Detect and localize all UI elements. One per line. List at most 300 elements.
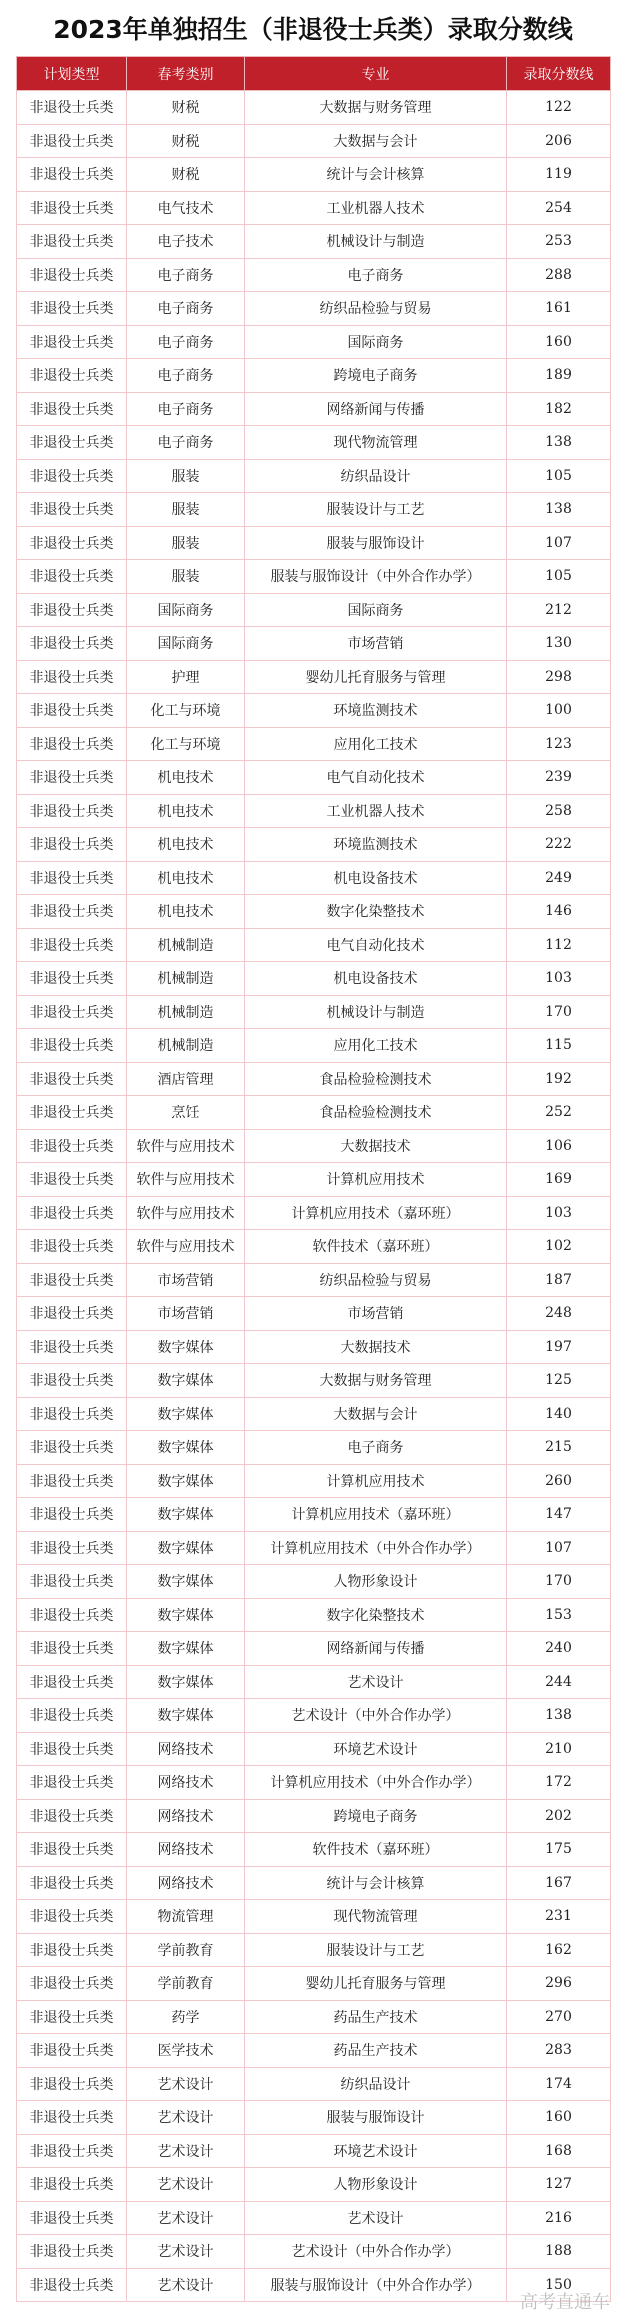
cell-plan-type: 非退役士兵类 <box>17 2235 127 2269</box>
cell-plan-type: 非退役士兵类 <box>17 1330 127 1364</box>
table-row <box>17 2000 611 2034</box>
cell-major: 工业机器人技术 <box>245 794 507 828</box>
cell-plan-type: 非退役士兵类 <box>17 325 127 359</box>
cell-major: 艺术设计（中外合作办学） <box>245 2235 507 2269</box>
cell-major: 服装与服饰设计 <box>245 526 507 560</box>
cell-exam-category: 艺术设计 <box>127 2268 245 2302</box>
cell-exam-category: 市场营销 <box>127 1297 245 1331</box>
cell-major: 计算机应用技术（嘉环班） <box>245 1498 507 1532</box>
cell-score: 182 <box>507 392 611 426</box>
table-row <box>17 1230 611 1264</box>
cell-score: 150 <box>507 2268 611 2302</box>
cell-major: 市场营销 <box>245 1297 507 1331</box>
cell-score: 125 <box>507 1364 611 1398</box>
table-body <box>17 91 611 2302</box>
cell-major: 市场营销 <box>245 627 507 661</box>
cell-score: 239 <box>507 761 611 795</box>
cell-exam-category: 艺术设计 <box>127 2067 245 2101</box>
cell-major: 应用化工技术 <box>245 727 507 761</box>
table-row <box>17 2201 611 2235</box>
header-row <box>17 57 611 91</box>
cell-major: 计算机应用技术 <box>245 1464 507 1498</box>
cell-score: 167 <box>507 1866 611 1900</box>
table-row <box>17 191 611 225</box>
cell-plan-type: 非退役士兵类 <box>17 292 127 326</box>
cell-score: 153 <box>507 1598 611 1632</box>
cell-score: 168 <box>507 2134 611 2168</box>
cell-plan-type: 非退役士兵类 <box>17 1397 127 1431</box>
cell-score: 298 <box>507 660 611 694</box>
cell-score: 197 <box>507 1330 611 1364</box>
cell-score: 296 <box>507 1967 611 2001</box>
cell-exam-category: 药学 <box>127 2000 245 2034</box>
header-plan-type: 计划类型 <box>17 57 127 91</box>
cell-plan-type: 非退役士兵类 <box>17 1163 127 1197</box>
cell-exam-category: 数字媒体 <box>127 1531 245 1565</box>
cell-exam-category: 机械制造 <box>127 928 245 962</box>
cell-plan-type: 非退役士兵类 <box>17 225 127 259</box>
cell-exam-category: 软件与应用技术 <box>127 1230 245 1264</box>
cell-plan-type: 非退役士兵类 <box>17 1967 127 2001</box>
cell-score: 252 <box>507 1096 611 1130</box>
cell-plan-type: 非退役士兵类 <box>17 1632 127 1666</box>
cell-score: 210 <box>507 1732 611 1766</box>
cell-major: 人物形象设计 <box>245 2168 507 2202</box>
cell-score: 188 <box>507 2235 611 2269</box>
cell-score: 258 <box>507 794 611 828</box>
cell-score: 206 <box>507 124 611 158</box>
table-row <box>17 660 611 694</box>
cell-score: 122 <box>507 91 611 125</box>
cell-plan-type: 非退役士兵类 <box>17 2034 127 2068</box>
cell-major: 机械设计与制造 <box>245 225 507 259</box>
cell-major: 计算机应用技术 <box>245 1163 507 1197</box>
table-row <box>17 1565 611 1599</box>
cell-plan-type: 非退役士兵类 <box>17 1900 127 1934</box>
table-row <box>17 325 611 359</box>
cell-exam-category: 数字媒体 <box>127 1565 245 1599</box>
cell-score: 119 <box>507 158 611 192</box>
table-row <box>17 1598 611 1632</box>
cell-score: 254 <box>507 191 611 225</box>
cell-major: 数字化染整技术 <box>245 895 507 929</box>
cell-score: 192 <box>507 1062 611 1096</box>
cell-plan-type: 非退役士兵类 <box>17 1565 127 1599</box>
cell-major: 食品检验检测技术 <box>245 1062 507 1096</box>
cell-score: 249 <box>507 861 611 895</box>
cell-score: 253 <box>507 225 611 259</box>
cell-plan-type: 非退役士兵类 <box>17 1933 127 1967</box>
cell-exam-category: 机电技术 <box>127 828 245 862</box>
cell-major: 服装设计与工艺 <box>245 1933 507 1967</box>
cell-exam-category: 财税 <box>127 158 245 192</box>
cell-score: 107 <box>507 526 611 560</box>
cell-major: 机电设备技术 <box>245 861 507 895</box>
cell-exam-category: 数字媒体 <box>127 1397 245 1431</box>
cell-major: 国际商务 <box>245 325 507 359</box>
cell-plan-type: 非退役士兵类 <box>17 1464 127 1498</box>
watermark-text: 高考直通车 <box>520 2292 610 2313</box>
table-row <box>17 727 611 761</box>
cell-exam-category: 数字媒体 <box>127 1699 245 1733</box>
cell-major: 电气自动化技术 <box>245 928 507 962</box>
cell-plan-type: 非退役士兵类 <box>17 191 127 225</box>
cell-exam-category: 数字媒体 <box>127 1464 245 1498</box>
cell-score: 283 <box>507 2034 611 2068</box>
cell-plan-type: 非退役士兵类 <box>17 895 127 929</box>
cell-score: 105 <box>507 560 611 594</box>
cell-score: 100 <box>507 694 611 728</box>
table-row <box>17 1263 611 1297</box>
table-row <box>17 1129 611 1163</box>
cell-major: 机械设计与制造 <box>245 995 507 1029</box>
cell-plan-type: 非退役士兵类 <box>17 1129 127 1163</box>
cell-score: 140 <box>507 1397 611 1431</box>
cell-plan-type: 非退役士兵类 <box>17 1029 127 1063</box>
cell-major: 计算机应用技术（中外合作办学） <box>245 1766 507 1800</box>
cell-exam-category: 学前教育 <box>127 1967 245 2001</box>
cell-exam-category: 电子商务 <box>127 258 245 292</box>
cell-plan-type: 非退役士兵类 <box>17 928 127 962</box>
cell-major: 艺术设计 <box>245 1665 507 1699</box>
cell-major: 应用化工技术 <box>245 1029 507 1063</box>
cell-score: 172 <box>507 1766 611 1800</box>
cell-plan-type: 非退役士兵类 <box>17 124 127 158</box>
cell-major: 艺术设计（中外合作办学） <box>245 1699 507 1733</box>
cell-exam-category: 艺术设计 <box>127 2134 245 2168</box>
table-row <box>17 1967 611 2001</box>
cell-plan-type: 非退役士兵类 <box>17 1665 127 1699</box>
cell-score: 170 <box>507 1565 611 1599</box>
cell-score: 216 <box>507 2201 611 2235</box>
cell-plan-type: 非退役士兵类 <box>17 459 127 493</box>
cell-plan-type: 非退役士兵类 <box>17 761 127 795</box>
cell-major: 机电设备技术 <box>245 962 507 996</box>
cell-plan-type: 非退役士兵类 <box>17 1196 127 1230</box>
table-row <box>17 1431 611 1465</box>
cell-exam-category: 财税 <box>127 124 245 158</box>
table-row <box>17 593 611 627</box>
cell-score: 170 <box>507 995 611 1029</box>
cell-score: 105 <box>507 459 611 493</box>
cell-major: 跨境电子商务 <box>245 359 507 393</box>
cell-exam-category: 机械制造 <box>127 995 245 1029</box>
cell-plan-type: 非退役士兵类 <box>17 627 127 661</box>
cell-major: 数字化染整技术 <box>245 1598 507 1632</box>
cell-plan-type: 非退役士兵类 <box>17 158 127 192</box>
cell-score: 102 <box>507 1230 611 1264</box>
cell-plan-type: 非退役士兵类 <box>17 258 127 292</box>
cell-exam-category: 国际商务 <box>127 593 245 627</box>
table-row <box>17 995 611 1029</box>
cell-major: 婴幼儿托育服务与管理 <box>245 1967 507 2001</box>
cell-exam-category: 数字媒体 <box>127 1364 245 1398</box>
cell-plan-type: 非退役士兵类 <box>17 1062 127 1096</box>
table-row <box>17 1531 611 1565</box>
cell-exam-category: 数字媒体 <box>127 1632 245 1666</box>
cell-major: 电子商务 <box>245 258 507 292</box>
table-row <box>17 124 611 158</box>
cell-exam-category: 软件与应用技术 <box>127 1129 245 1163</box>
cell-score: 222 <box>507 828 611 862</box>
cell-plan-type: 非退役士兵类 <box>17 1833 127 1867</box>
cell-exam-category: 数字媒体 <box>127 1598 245 1632</box>
cell-plan-type: 非退役士兵类 <box>17 560 127 594</box>
cell-major: 大数据与财务管理 <box>245 91 507 125</box>
table-row <box>17 1799 611 1833</box>
cell-exam-category: 烹饪 <box>127 1096 245 1130</box>
cell-major: 纺织品检验与贸易 <box>245 292 507 326</box>
table-row <box>17 526 611 560</box>
cell-major: 环境监测技术 <box>245 694 507 728</box>
table-row <box>17 794 611 828</box>
cell-score: 160 <box>507 325 611 359</box>
cell-plan-type: 非退役士兵类 <box>17 2201 127 2235</box>
cell-score: 240 <box>507 1632 611 1666</box>
cell-exam-category: 网络技术 <box>127 1866 245 1900</box>
cell-exam-category: 网络技术 <box>127 1833 245 1867</box>
cell-major: 纺织品检验与贸易 <box>245 1263 507 1297</box>
cell-exam-category: 化工与环境 <box>127 727 245 761</box>
cell-plan-type: 非退役士兵类 <box>17 1230 127 1264</box>
cell-plan-type: 非退役士兵类 <box>17 995 127 1029</box>
cell-score: 270 <box>507 2000 611 2034</box>
cell-major: 网络新闻与传播 <box>245 392 507 426</box>
cell-exam-category: 艺术设计 <box>127 2235 245 2269</box>
cell-score: 130 <box>507 627 611 661</box>
cell-exam-category: 护理 <box>127 660 245 694</box>
cell-score: 212 <box>507 593 611 627</box>
cell-plan-type: 非退役士兵类 <box>17 91 127 125</box>
cell-major: 纺织品设计 <box>245 2067 507 2101</box>
cell-plan-type: 非退役士兵类 <box>17 526 127 560</box>
cell-major: 计算机应用技术（中外合作办学） <box>245 1531 507 1565</box>
table-row <box>17 1498 611 1532</box>
table-row <box>17 1464 611 1498</box>
cell-exam-category: 物流管理 <box>127 1900 245 1934</box>
cell-exam-category: 软件与应用技术 <box>127 1196 245 1230</box>
cell-plan-type: 非退役士兵类 <box>17 1364 127 1398</box>
cell-score: 244 <box>507 1665 611 1699</box>
cell-exam-category: 医学技术 <box>127 2034 245 2068</box>
cell-exam-category: 软件与应用技术 <box>127 1163 245 1197</box>
table-row <box>17 694 611 728</box>
cell-major: 现代物流管理 <box>245 1900 507 1934</box>
cell-score: 138 <box>507 1699 611 1733</box>
table-row <box>17 359 611 393</box>
table-row <box>17 1062 611 1096</box>
cell-plan-type: 非退役士兵类 <box>17 2268 127 2302</box>
table-row <box>17 2168 611 2202</box>
cell-major: 软件技术（嘉环班） <box>245 1230 507 1264</box>
cell-exam-category: 酒店管理 <box>127 1062 245 1096</box>
cell-exam-category: 服装 <box>127 526 245 560</box>
cell-exam-category: 数字媒体 <box>127 1431 245 1465</box>
table-row <box>17 392 611 426</box>
cell-plan-type: 非退役士兵类 <box>17 426 127 460</box>
table-row <box>17 1397 611 1431</box>
cell-score: 106 <box>507 1129 611 1163</box>
cell-exam-category: 艺术设计 <box>127 2101 245 2135</box>
cell-plan-type: 非退役士兵类 <box>17 2067 127 2101</box>
table-row <box>17 426 611 460</box>
cell-exam-category: 电子商务 <box>127 292 245 326</box>
table-row <box>17 1933 611 1967</box>
cell-score: 162 <box>507 1933 611 1967</box>
cell-plan-type: 非退役士兵类 <box>17 1766 127 1800</box>
table-row <box>17 1297 611 1331</box>
cell-score: 174 <box>507 2067 611 2101</box>
table-row <box>17 2134 611 2168</box>
cell-exam-category: 电子商务 <box>127 325 245 359</box>
table-row <box>17 158 611 192</box>
cell-score: 147 <box>507 1498 611 1532</box>
table-row <box>17 1096 611 1130</box>
cell-score: 248 <box>507 1297 611 1331</box>
cell-plan-type: 非退役士兵类 <box>17 1263 127 1297</box>
cell-plan-type: 非退役士兵类 <box>17 861 127 895</box>
table-row <box>17 962 611 996</box>
cell-exam-category: 数字媒体 <box>127 1665 245 1699</box>
table-row <box>17 1833 611 1867</box>
header-exam-category: 春考类别 <box>127 57 245 91</box>
cell-exam-category: 国际商务 <box>127 627 245 661</box>
cell-major: 人物形象设计 <box>245 1565 507 1599</box>
cell-exam-category: 网络技术 <box>127 1766 245 1800</box>
cell-exam-category: 学前教育 <box>127 1933 245 1967</box>
cell-plan-type: 非退役士兵类 <box>17 1866 127 1900</box>
cell-major: 网络新闻与传播 <box>245 1632 507 1666</box>
cell-plan-type: 非退役士兵类 <box>17 2101 127 2135</box>
table-row <box>17 1632 611 1666</box>
table-row <box>17 560 611 594</box>
cell-major: 大数据与会计 <box>245 1397 507 1431</box>
cell-score: 161 <box>507 292 611 326</box>
cell-major: 艺术设计 <box>245 2201 507 2235</box>
table-row <box>17 895 611 929</box>
table-row <box>17 1330 611 1364</box>
cell-major: 统计与会计核算 <box>245 158 507 192</box>
cell-plan-type: 非退役士兵类 <box>17 660 127 694</box>
cell-plan-type: 非退役士兵类 <box>17 359 127 393</box>
header-score: 录取分数线 <box>507 57 611 91</box>
cell-exam-category: 机电技术 <box>127 895 245 929</box>
cell-score: 103 <box>507 962 611 996</box>
cell-major: 服装与服饰设计（中外合作办学） <box>245 2268 507 2302</box>
cell-major: 服装设计与工艺 <box>245 493 507 527</box>
cell-plan-type: 非退役士兵类 <box>17 727 127 761</box>
cell-exam-category: 服装 <box>127 493 245 527</box>
table-row <box>17 1900 611 1934</box>
cell-plan-type: 非退役士兵类 <box>17 962 127 996</box>
cell-plan-type: 非退役士兵类 <box>17 1598 127 1632</box>
cell-exam-category: 电子商务 <box>127 392 245 426</box>
table-row <box>17 2235 611 2269</box>
cell-exam-category: 电子商务 <box>127 359 245 393</box>
cell-plan-type: 非退役士兵类 <box>17 1297 127 1331</box>
cell-score: 187 <box>507 1263 611 1297</box>
cell-exam-category: 机电技术 <box>127 861 245 895</box>
cell-score: 127 <box>507 2168 611 2202</box>
cell-plan-type: 非退役士兵类 <box>17 1498 127 1532</box>
cell-plan-type: 非退役士兵类 <box>17 828 127 862</box>
cell-score: 160 <box>507 2101 611 2135</box>
table-row <box>17 1196 611 1230</box>
cell-major: 大数据技术 <box>245 1330 507 1364</box>
cell-score: 123 <box>507 727 611 761</box>
cell-exam-category: 电子技术 <box>127 225 245 259</box>
table-row <box>17 1163 611 1197</box>
cell-plan-type: 非退役士兵类 <box>17 794 127 828</box>
table-row <box>17 459 611 493</box>
cell-plan-type: 非退役士兵类 <box>17 694 127 728</box>
cell-score: 146 <box>507 895 611 929</box>
cell-major: 电子商务 <box>245 1431 507 1465</box>
cell-exam-category: 数字媒体 <box>127 1498 245 1532</box>
cell-major: 纺织品设计 <box>245 459 507 493</box>
table-row <box>17 292 611 326</box>
cell-score: 103 <box>507 1196 611 1230</box>
page-title: 2023年单独招生（非退役士兵类）录取分数线 <box>53 15 573 44</box>
cell-exam-category: 机械制造 <box>127 962 245 996</box>
cell-major: 大数据与财务管理 <box>245 1364 507 1398</box>
cell-plan-type: 非退役士兵类 <box>17 1799 127 1833</box>
cell-score: 138 <box>507 493 611 527</box>
table-header <box>17 57 611 91</box>
cell-major: 药品生产技术 <box>245 2000 507 2034</box>
cell-plan-type: 非退役士兵类 <box>17 1096 127 1130</box>
cell-major: 软件技术（嘉环班） <box>245 1833 507 1867</box>
cell-major: 计算机应用技术（嘉环班） <box>245 1196 507 1230</box>
table-row <box>17 493 611 527</box>
cell-score: 175 <box>507 1833 611 1867</box>
cell-score: 189 <box>507 359 611 393</box>
table-row <box>17 627 611 661</box>
table-row <box>17 1766 611 1800</box>
cell-score: 231 <box>507 1900 611 1934</box>
cell-plan-type: 非退役士兵类 <box>17 2000 127 2034</box>
cell-major: 现代物流管理 <box>245 426 507 460</box>
table-row <box>17 2101 611 2135</box>
table-row <box>17 225 611 259</box>
table-row <box>17 1029 611 1063</box>
table-row <box>17 761 611 795</box>
cell-plan-type: 非退役士兵类 <box>17 593 127 627</box>
cell-exam-category: 服装 <box>127 459 245 493</box>
table-row <box>17 258 611 292</box>
cell-exam-category: 网络技术 <box>127 1732 245 1766</box>
table-row <box>17 1364 611 1398</box>
cell-exam-category: 网络技术 <box>127 1799 245 1833</box>
cell-exam-category: 机电技术 <box>127 794 245 828</box>
cell-exam-category: 机械制造 <box>127 1029 245 1063</box>
cell-exam-category: 电子商务 <box>127 426 245 460</box>
table-row <box>17 861 611 895</box>
cell-plan-type: 非退役士兵类 <box>17 392 127 426</box>
score-table <box>16 56 611 2302</box>
cell-plan-type: 非退役士兵类 <box>17 493 127 527</box>
cell-major: 服装与服饰设计 <box>245 2101 507 2135</box>
table-row <box>17 1665 611 1699</box>
cell-major: 服装与服饰设计（中外合作办学） <box>245 560 507 594</box>
table-row <box>17 2067 611 2101</box>
cell-score: 112 <box>507 928 611 962</box>
cell-score: 169 <box>507 1163 611 1197</box>
cell-exam-category: 机电技术 <box>127 761 245 795</box>
table-row <box>17 1866 611 1900</box>
cell-major: 电气自动化技术 <box>245 761 507 795</box>
cell-score: 215 <box>507 1431 611 1465</box>
